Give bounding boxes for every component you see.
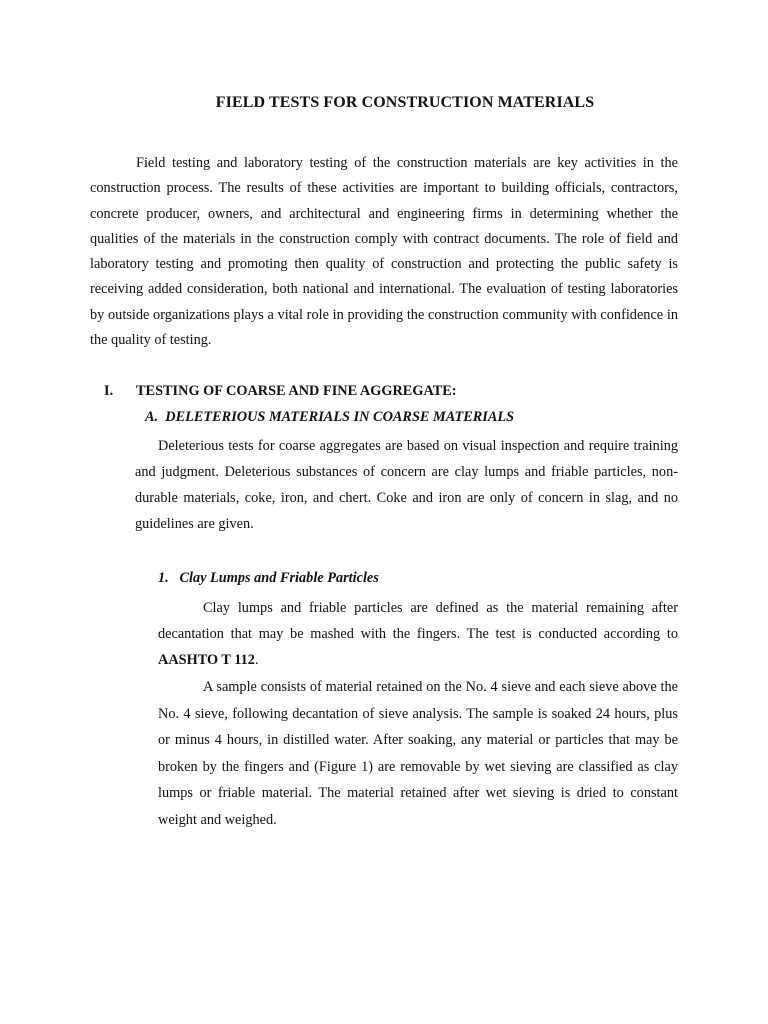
document-title: FIELD TESTS FOR CONSTRUCTION MATERIALS	[215, 94, 595, 111]
intro-paragraph: Field testing and laboratory testing of the construction materials are key activities in the construction process. The results of these activities are important to building officials, contractors, concrete producer, owners, and architectural and engineering firms in determining whether the qualities of the materials in the construction comply with contract documents. The role of field and laboratory testing and promoting then quality of construction and protecting the public safety is receiving added consideration, both national and international. The evaluation of testing laboratories by outside organizations plays a vital role in providing the construction community with confidence in the quality of testing.	[90, 155, 678, 349]
standard-reference: AASHTO T 112	[158, 652, 255, 668]
item-paragraph-2: A sample consists of material retained on the No. 4 sieve and each sieve above the No. 4 sieve, following decantation of sieve analysis. The sample is soaked 24 hours, plus or minus 4 hours, in distilled water. After soaking, any material or particles that may be broken by the fingers and (Figure 1) are removable by wet sieving are classified as clay lumps or friable material. The material retained after wet sieving is dried to constant weight and weighed.	[158, 679, 678, 828]
subsection-heading	[145, 409, 514, 426]
section-heading	[104, 383, 664, 400]
item-title: Clay Lumps and Friable Particles	[179, 570, 379, 586]
section-number: I.	[104, 383, 114, 399]
item-label: 1.	[158, 570, 169, 586]
item-paragraph-1-end: .	[254, 652, 259, 668]
item-heading	[158, 570, 379, 587]
subsection-paragraph: Deleterious tests for coarse aggregates are based on visual inspection and require training and judgment. Deleterious substances of concern are clay lumps and friable particles, non-durable materials, coke, iron, and chert. Coke and iron are only of concern in slag, and no guidelines are given.	[135, 438, 678, 532]
item-paragraph-1-text: Clay lumps and friable particles are defined as the material remaining after decantation that may be mashed with the fingers. The test is conducted according to	[158, 600, 678, 642]
item-paragraph-1	[158, 595, 678, 673]
subsection-title: DELETERIOUS MATERIALS IN COARSE MATERIALS	[165, 409, 515, 425]
section-title: TESTING OF COARSE AND FINE AGGREGATE:	[136, 383, 457, 399]
subsection-label: A.	[145, 409, 159, 425]
